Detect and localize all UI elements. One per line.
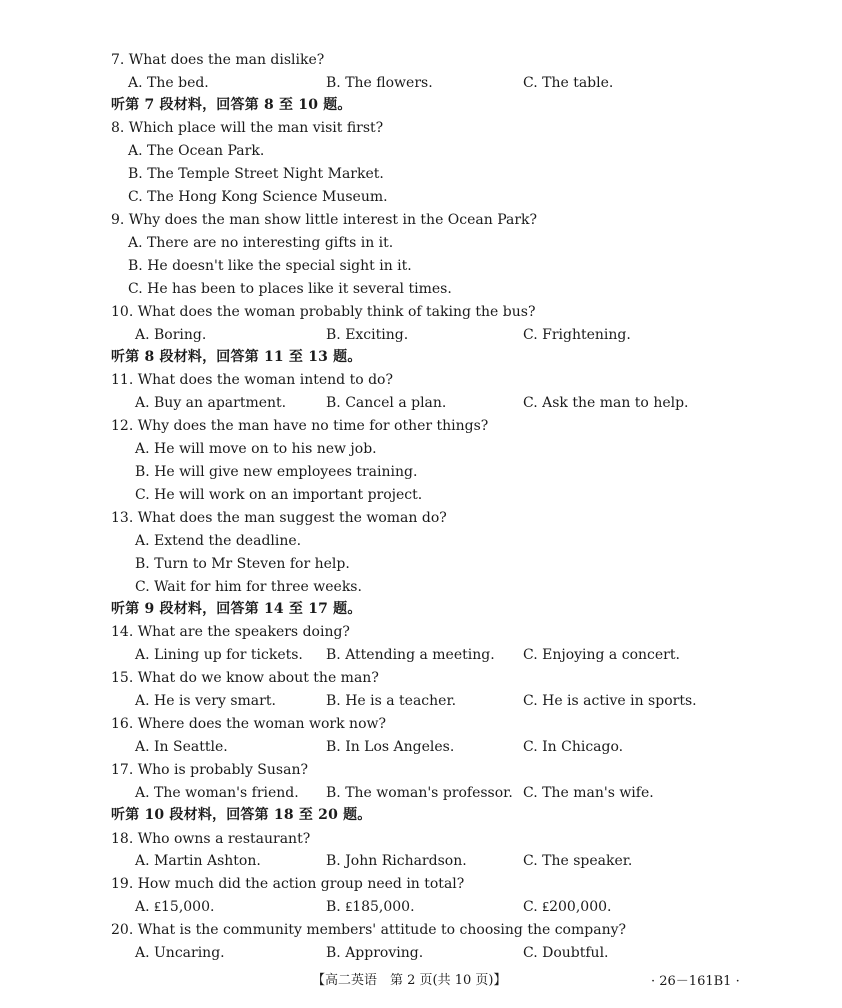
question-17-stem: 17. Who is probably Susan? [111, 762, 308, 778]
question-9-option-a: A. There are no interesting gifts in it. [128, 235, 394, 251]
question-7-option-a: A. The bed. [128, 75, 209, 91]
question-18-option-c: C. The speaker. [523, 853, 633, 869]
question-9-option-b: B. He doesn't like the special sight in it. [128, 258, 412, 274]
page-code: · 26－161B1 · [651, 974, 740, 989]
question-18-option-b: B. John Richardson. [326, 853, 467, 869]
question-14-option-b: B. Attending a meeting. [326, 647, 495, 663]
question-8-option-c: C. The Hong Kong Science Museum. [128, 189, 388, 205]
question-9-stem: 9. Why does the man show little interest in the Ocean Park? [111, 212, 538, 228]
question-17-option-b: B. The woman's professor. [326, 785, 513, 801]
question-16-option-a: A. In Seattle. [135, 739, 228, 755]
question-10-option-a: A. Boring. [135, 327, 207, 343]
question-20-stem: 20. What is the community members' attitude to choosing the company? [111, 922, 626, 938]
question-8-option-b: B. The Temple Street Night Market. [128, 166, 384, 182]
section-heading-10: 听第 10 段材料，回答第 18 至 20 题。 [111, 807, 372, 823]
question-17-option-a: A. The woman's friend. [135, 785, 299, 801]
question-7-option-b: B. The flowers. [326, 75, 433, 91]
question-19-option-c: C. ₤200,000. [523, 899, 612, 915]
question-20-option-b: B. Approving. [326, 945, 424, 961]
question-20-option-c: C. Doubtful. [523, 945, 609, 961]
question-13-option-c: C. Wait for him for three weeks. [135, 579, 362, 595]
question-14-option-a: A. Lining up for tickets. [135, 647, 303, 663]
question-12-option-c: C. He will work on an important project. [135, 487, 423, 503]
question-15-option-b: B. He is a teacher. [326, 693, 457, 709]
question-11-option-b: B. Cancel a plan. [326, 395, 447, 411]
question-16-option-c: C. In Chicago. [523, 739, 624, 755]
question-7-option-c: C. The table. [523, 75, 614, 91]
question-14-stem: 14. What are the speakers doing? [111, 624, 350, 640]
question-9-option-c: C. He has been to places like it several times. [128, 281, 452, 297]
question-13-stem: 13. What does the man suggest the woman do? [111, 510, 447, 526]
question-15-stem: 15. What do we know about the man? [111, 670, 379, 686]
question-16-option-b: B. In Los Angeles. [326, 739, 455, 755]
question-7-stem: 7. What does the man dislike? [111, 52, 325, 68]
question-10-option-b: B. Exciting. [326, 327, 409, 343]
question-11-option-c: C. Ask the man to help. [523, 395, 689, 411]
section-heading-7: 听第 7 段材料，回答第 8 至 10 题。 [111, 97, 352, 113]
question-16-stem: 16. Where does the woman work now? [111, 716, 386, 732]
question-13-option-a: A. Extend the deadline. [135, 533, 302, 549]
question-12-option-b: B. He will give new employees training. [135, 464, 418, 480]
question-20-option-a: A. Uncaring. [135, 945, 225, 961]
page-footer-label: 【高二英语 第 2 页(共 10 页)】 [312, 973, 507, 988]
question-10-stem: 10. What does the woman probably think of taking the bus? [111, 304, 536, 320]
question-18-option-a: A. Martin Ashton. [135, 853, 261, 869]
section-heading-8: 听第 8 段材料，回答第 11 至 13 题。 [111, 349, 362, 365]
question-12-stem: 12. Why does the man have no time for other things? [111, 418, 489, 434]
section-heading-9: 听第 9 段材料，回答第 14 至 17 题。 [111, 601, 362, 617]
question-13-option-b: B. Turn to Mr Steven for help. [135, 556, 350, 572]
question-12-option-a: A. He will move on to his new job. [135, 441, 377, 457]
question-11-stem: 11. What does the woman intend to do? [111, 372, 393, 388]
question-14-option-c: C. Enjoying a concert. [523, 647, 680, 663]
question-15-option-c: C. He is active in sports. [523, 693, 697, 709]
question-19-option-a: A. ₤15,000. [135, 899, 215, 915]
question-17-option-c: C. The man's wife. [523, 785, 654, 801]
question-19-stem: 19. How much did the action group need in total? [111, 876, 465, 892]
question-11-option-a: A. Buy an apartment. [135, 395, 287, 411]
question-10-option-c: C. Frightening. [523, 327, 631, 343]
question-15-option-a: A. He is very smart. [135, 693, 276, 709]
question-19-option-b: B. ₤185,000. [326, 899, 415, 915]
question-8-option-a: A. The Ocean Park. [128, 143, 265, 159]
question-18-stem: 18. Who owns a restaurant? [111, 831, 311, 847]
question-8-stem: 8. Which place will the man visit first? [111, 120, 384, 136]
